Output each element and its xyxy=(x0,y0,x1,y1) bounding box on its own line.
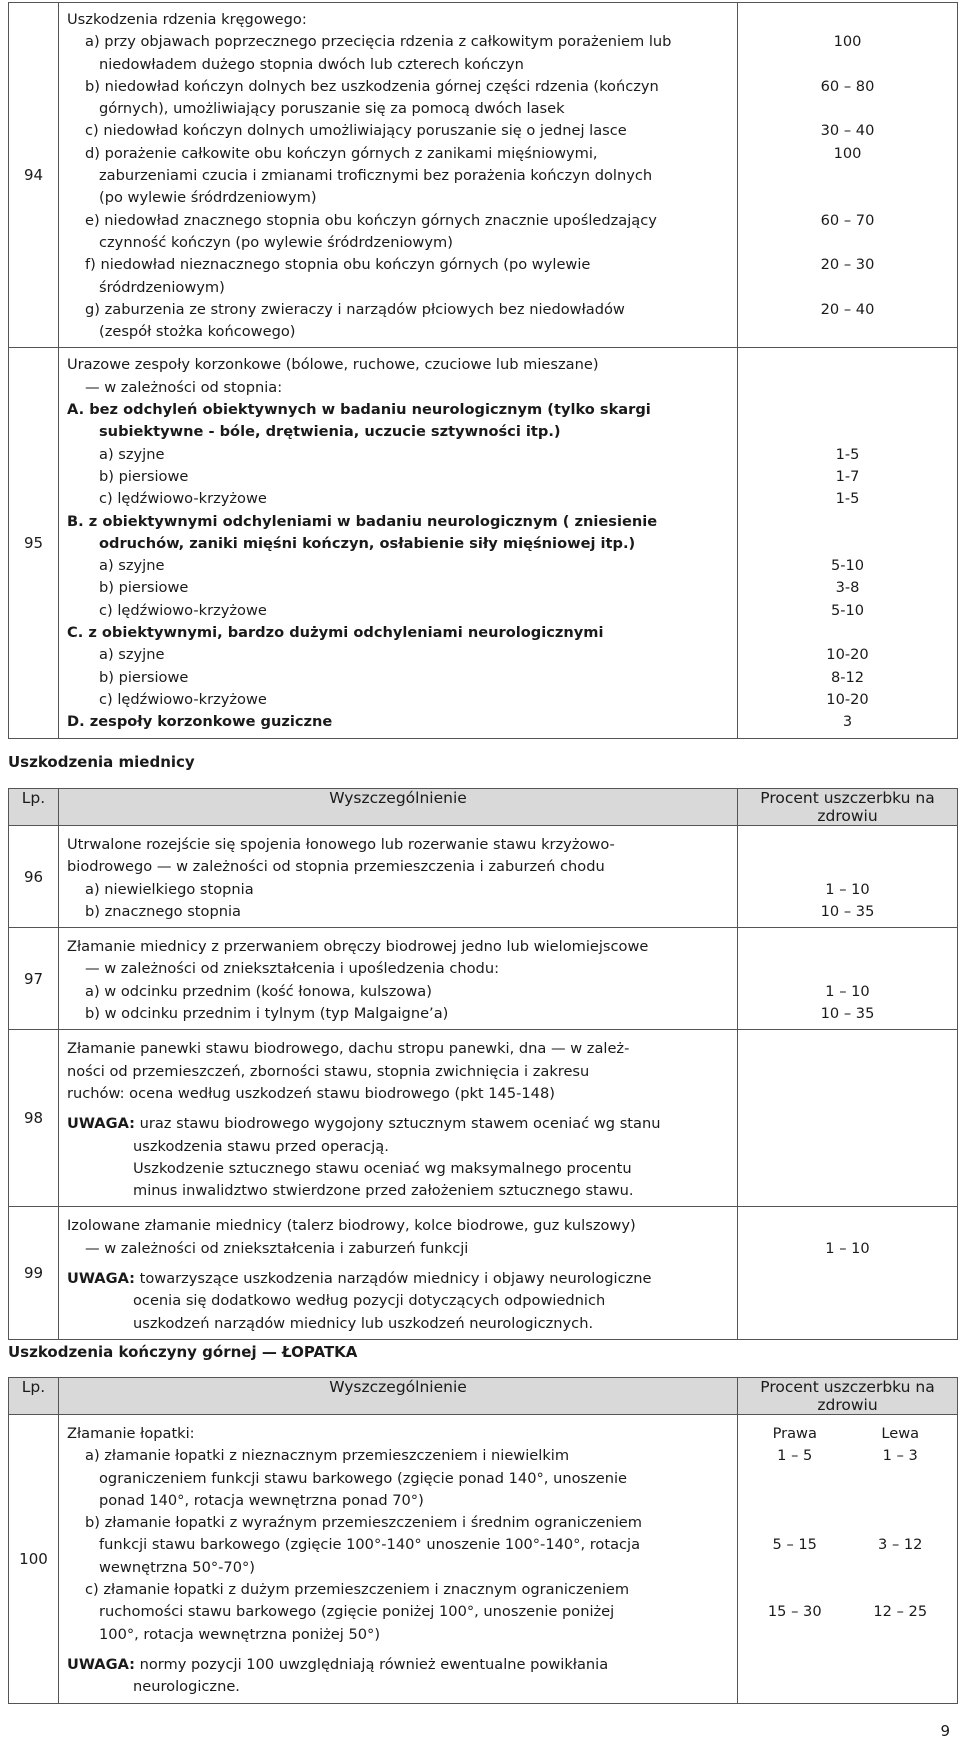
desc-line: zaburzeniami czucia i zmianami troficznymi bez porażenia kończyn dolnych xyxy=(99,167,653,185)
desc-line: odruchów, zaniki mięśni kończyn, osłabienie siły mięśniowej itp.) xyxy=(99,534,636,552)
note-line xyxy=(67,1268,729,1290)
pct-line: 1-5 xyxy=(835,445,860,463)
pct-line xyxy=(742,9,953,31)
table-row-98 xyxy=(9,1030,958,1207)
row-description xyxy=(59,348,738,738)
row-description xyxy=(59,1030,738,1207)
pct-line xyxy=(742,98,953,120)
pct-line: 5-10 xyxy=(830,557,865,575)
pct-line xyxy=(742,421,953,443)
desc-line: wewnętrzna 50°-70°) xyxy=(99,1558,255,1576)
row-percent xyxy=(738,1415,958,1704)
desc-line: a) złamanie łopatki z nieznacznym przemieszczeniem i niewielkim xyxy=(85,1447,570,1465)
desc-line: b) piersiowe xyxy=(99,579,189,597)
pct-line xyxy=(742,511,953,533)
table-row-97 xyxy=(9,928,958,1030)
section-title-pelvis: Uszkodzenia miednicy xyxy=(8,753,195,771)
row-number: 98 xyxy=(9,1030,59,1207)
desc-line: c) lędźwiowo-krzyżowe xyxy=(99,690,267,708)
desc-line: górnych), umożliwiający poruszanie się za pomocą dwóch lasek xyxy=(99,100,565,118)
desc-line: a) przy objawach poprzecznego przecięcia rdzenia z całkowitym porażeniem lub xyxy=(85,33,672,51)
table-header xyxy=(9,789,958,826)
desc-line: funkcji stawu barkowego (zgięcie 100°-140° unoszenie 100°-140°, rotacja xyxy=(99,1536,641,1554)
pct-line: 100 xyxy=(833,33,862,51)
desc-line: b) piersiowe xyxy=(99,467,189,485)
desc-line: B. z obiektywnymi odchyleniami w badaniu neurologicznym ( zniesienie xyxy=(67,512,658,530)
pct-line xyxy=(742,232,953,254)
pct-pair xyxy=(742,1534,953,1556)
pct-pair xyxy=(742,1423,953,1445)
desc-line: Utrwalone rozejście się spojenia łonowego lub rozerwanie stawu krzyżowo- xyxy=(67,836,615,853)
pct-line xyxy=(742,377,953,399)
row-number: 96 xyxy=(9,826,59,928)
desc-line: a) niewielkiego stopnia xyxy=(85,880,254,898)
desc-line: ności od przemieszczeń, zborności stawu, stopnia zwichnięcia i zakresu xyxy=(67,1062,590,1080)
pct-line: 1-5 xyxy=(835,490,860,508)
row-number: 99 xyxy=(9,1207,59,1339)
desc-line: 100°, rotacja wewnętrzna poniżej 50°) xyxy=(99,1625,381,1643)
pct-line xyxy=(742,533,953,555)
pct-right: Prawa xyxy=(772,1425,817,1442)
note-line xyxy=(67,1654,729,1676)
note-line: uszkodzenia stawu przed operacją. xyxy=(133,1137,389,1155)
desc-line: a) szyjne xyxy=(99,557,165,575)
section-title-scapula: Uszkodzenia kończyny górnej — ŁOPATKA xyxy=(8,1343,358,1361)
row-percent xyxy=(738,3,958,348)
spinal-injury-table xyxy=(8,2,958,739)
pct-left: Lewa xyxy=(881,1425,920,1442)
pct-line: 100 xyxy=(833,144,862,162)
table-row-96 xyxy=(9,826,958,928)
pct-line: 30 – 40 xyxy=(820,122,875,140)
desc-line: f) niedowład nieznacznego stopnia obu kończyn górnych (po wylewie xyxy=(85,256,591,274)
pct-line xyxy=(742,321,953,343)
pct-pair xyxy=(742,1557,953,1579)
desc-line: D. zespoły korzonkowe guziczne xyxy=(67,713,333,731)
desc-line: Uszkodzenia rdzenia kręgowego: xyxy=(67,11,307,28)
pct-line xyxy=(742,856,953,878)
row-number: 94 xyxy=(9,3,59,348)
table-header xyxy=(9,1378,958,1415)
note-line: uszkodzeń narządów miednicy lub uszkodzeń neurologicznych. xyxy=(133,1314,594,1332)
note-label: UWAGA: xyxy=(67,1655,135,1673)
desc-line: b) złamanie łopatki z wyraźnym przemieszczeniem i średnim ograniczeniem xyxy=(85,1514,642,1532)
desc-line: (po wylewie śródrdzeniowym) xyxy=(99,189,317,207)
note-label: UWAGA: xyxy=(67,1270,135,1288)
pct-left xyxy=(848,1490,954,1512)
desc-line: Izolowane złamanie miednicy (talerz biodrowy, kolce biodrowe, guz kulszowy) xyxy=(67,1217,636,1235)
desc-line: (zespół stożka końcowego) xyxy=(99,323,296,341)
pct-line xyxy=(742,165,953,187)
note-label: UWAGA: xyxy=(67,1115,135,1133)
note-line: Uszkodzenie sztucznego stawu oceniać wg maksymalnego procentu xyxy=(133,1159,632,1177)
desc-line: b) piersiowe xyxy=(99,668,189,686)
pct-right: 15 – 30 xyxy=(767,1603,822,1621)
header-percent: Procent uszczerbku na zdrowiu xyxy=(738,789,958,826)
pelvis-table xyxy=(8,788,958,1340)
pct-left xyxy=(848,1557,954,1579)
pct-line: 1-7 xyxy=(835,467,860,485)
desc-line: Złamanie panewki stawu biodrowego, dachu stropu panewki, dna — w zależ- xyxy=(67,1040,630,1058)
desc-line: b) w odcinku przednim i tylnym (typ Malgaigne’a) xyxy=(85,1005,449,1023)
desc-line: c) niedowład kończyn dolnych umożliwiający poruszanie się o jednej lasce xyxy=(85,122,627,140)
pct-left: 1 – 3 xyxy=(882,1447,918,1465)
row-number: 100 xyxy=(9,1415,59,1704)
pct-line xyxy=(742,958,953,980)
pct-line xyxy=(742,936,953,958)
pct-pair xyxy=(742,1601,953,1623)
row-number: 95 xyxy=(9,348,59,738)
pct-line xyxy=(742,399,953,421)
pct-line xyxy=(742,622,953,644)
table-row-99 xyxy=(9,1207,958,1339)
pct-right: 1 – 5 xyxy=(777,1447,813,1465)
pct-left xyxy=(848,1579,954,1601)
desc-line: ograniczeniem funkcji stawu barkowego (zgięcie ponad 140°, unoszenie xyxy=(99,1469,628,1487)
pct-pair xyxy=(742,1512,953,1534)
pct-right xyxy=(742,1490,848,1512)
pct-left: 12 – 25 xyxy=(873,1603,928,1621)
note-line xyxy=(67,1113,729,1135)
pct-line: 60 – 80 xyxy=(820,77,875,95)
pct-right xyxy=(742,1579,848,1601)
pct-line: 10 – 35 xyxy=(820,902,875,920)
desc-line: C. z obiektywnymi, bardzo dużymi odchyleniami neurologicznymi xyxy=(67,624,604,642)
desc-line: c) lędźwiowo-krzyżowe xyxy=(99,490,267,508)
pct-line: 8-12 xyxy=(830,668,865,686)
desc-line: Urazowe zespoły korzonkowe (bólowe, ruchowe, czuciowe lub mieszane) xyxy=(67,356,599,374)
pct-line: 1 – 10 xyxy=(825,1239,870,1257)
header-lp: Lp. xyxy=(9,1378,59,1415)
scapula-table xyxy=(8,1377,958,1704)
desc-line: c) lędźwiowo-krzyżowe xyxy=(99,601,267,619)
note-line: minus inwalidztwo stwierdzone przed założeniem sztucznego stawu. xyxy=(133,1182,634,1200)
pct-line xyxy=(742,54,953,76)
pct-line: 1 – 10 xyxy=(825,982,870,1000)
pct-left xyxy=(848,1512,954,1534)
row-percent xyxy=(738,826,958,928)
pct-line xyxy=(742,834,953,856)
header-percent: Procent uszczerbku na zdrowiu xyxy=(738,1378,958,1415)
pct-left: 3 – 12 xyxy=(878,1536,923,1554)
desc-line: biodrowego — w zależności od stopnia przemieszczenia i zaburzeń chodu xyxy=(67,858,605,876)
desc-line: ruchów: ocena według uszkodzeń stawu biodrowego (pkt 145-148) xyxy=(67,1084,555,1102)
desc-line: niedowładem dużego stopnia dwóch lub czterech kończyn xyxy=(99,55,524,73)
table-row-94 xyxy=(9,3,958,348)
desc-line: śródrdzeniowym) xyxy=(99,278,225,296)
pct-right xyxy=(742,1624,848,1646)
desc-line: b) niedowład kończyn dolnych bez uszkodzenia górnej części rdzenia (kończyn xyxy=(85,77,659,95)
desc-line: c) złamanie łopatki z dużym przemieszczeniem i znacznym ograniczeniem xyxy=(85,1581,630,1599)
pct-line: 10-20 xyxy=(826,646,869,664)
page-number: 9 xyxy=(940,1722,950,1740)
row-description xyxy=(59,1207,738,1339)
pct-left xyxy=(848,1468,954,1490)
pct-line: 3 xyxy=(842,713,853,731)
row-percent xyxy=(738,928,958,1030)
pct-right xyxy=(742,1512,848,1534)
desc-line: — w zależności od stopnia: xyxy=(85,378,283,396)
pct-line: 1 – 10 xyxy=(825,880,870,898)
pct-pair xyxy=(742,1579,953,1601)
pct-line: 10 – 35 xyxy=(820,1005,875,1023)
desc-line: czynność kończyn (po wylewie śródrdzeniowym) xyxy=(99,233,453,251)
note-line: ocenia się dodatkowo według pozycji dotyczących odpowiednich xyxy=(133,1292,606,1310)
note-text: uraz stawu biodrowego wygojony sztucznym stawem oceniać wg stanu xyxy=(139,1115,661,1133)
header-description: Wyszczególnienie xyxy=(59,789,738,826)
pct-line xyxy=(742,277,953,299)
desc-line: Złamanie miednicy z przerwaniem obręczy biodrowej jedno lub wielomiejscowe xyxy=(67,938,649,956)
row-description xyxy=(59,3,738,348)
table-row-100 xyxy=(9,1415,958,1704)
pct-line xyxy=(742,187,953,209)
desc-line: b) znacznego stopnia xyxy=(85,902,241,920)
desc-line: — w zależności od zniekształcenia i upośledzenia chodu: xyxy=(85,960,499,978)
row-description xyxy=(59,826,738,928)
desc-line: Złamanie łopatki: xyxy=(67,1425,195,1442)
pct-line xyxy=(742,1215,953,1237)
pct-line: 20 – 40 xyxy=(820,300,875,318)
pct-pair xyxy=(742,1624,953,1646)
row-number: 97 xyxy=(9,928,59,1030)
row-description xyxy=(59,1415,738,1704)
desc-line: a) w odcinku przednim (kość łonowa, kulszowa) xyxy=(85,982,432,1000)
desc-line: subiektywne - bóle, drętwienia, uczucie sztywności itp.) xyxy=(99,423,561,441)
row-description xyxy=(59,928,738,1030)
desc-line: a) szyjne xyxy=(99,646,165,664)
desc-line: d) porażenie całkowite obu kończyn górnych z zanikami mięśniowymi, xyxy=(85,144,598,162)
pct-line xyxy=(742,354,953,376)
desc-line: e) niedowład znacznego stopnia obu kończyn górnych znacznie upośledzający xyxy=(85,211,657,229)
pct-line: 5-10 xyxy=(830,601,865,619)
desc-line: a) szyjne xyxy=(99,445,165,463)
note-line: neurologiczne. xyxy=(133,1678,240,1696)
desc-line: ponad 140°, rotacja wewnętrzna ponad 70°) xyxy=(99,1491,424,1509)
pct-line: 60 – 70 xyxy=(820,211,875,229)
pct-right xyxy=(742,1557,848,1579)
pct-pair xyxy=(742,1468,953,1490)
desc-line: g) zaburzenia ze strony zwieraczy i narządów płciowych bez niedowładów xyxy=(85,300,625,318)
row-percent xyxy=(738,1207,958,1339)
pct-line: 3-8 xyxy=(835,579,860,597)
pct-pair xyxy=(742,1445,953,1467)
pct-right: 5 – 15 xyxy=(772,1536,817,1554)
row-percent xyxy=(738,348,958,738)
header-lp: Lp. xyxy=(9,789,59,826)
desc-line: A. bez odchyleń obiektywnych w badaniu neurologicznym (tylko skargi xyxy=(67,401,651,419)
pct-line: 10-20 xyxy=(826,690,869,708)
row-percent xyxy=(738,1030,958,1207)
note-text: towarzyszące uszkodzenia narządów miednicy i objawy neurologiczne xyxy=(139,1270,652,1288)
pct-right xyxy=(742,1468,848,1490)
pct-left xyxy=(848,1624,954,1646)
desc-line: — w zależności od zniekształcenia i zaburzeń funkcji xyxy=(85,1239,469,1257)
pct-line: 20 – 30 xyxy=(820,256,875,274)
header-description: Wyszczególnienie xyxy=(59,1378,738,1415)
desc-line: ruchomości stawu barkowego (zgięcie poniżej 100°, unoszenie poniżej xyxy=(99,1603,615,1621)
note-text: normy pozycji 100 uwzględniają również ewentualne powikłania xyxy=(139,1655,609,1673)
table-row-95 xyxy=(9,348,958,738)
pct-pair xyxy=(742,1490,953,1512)
